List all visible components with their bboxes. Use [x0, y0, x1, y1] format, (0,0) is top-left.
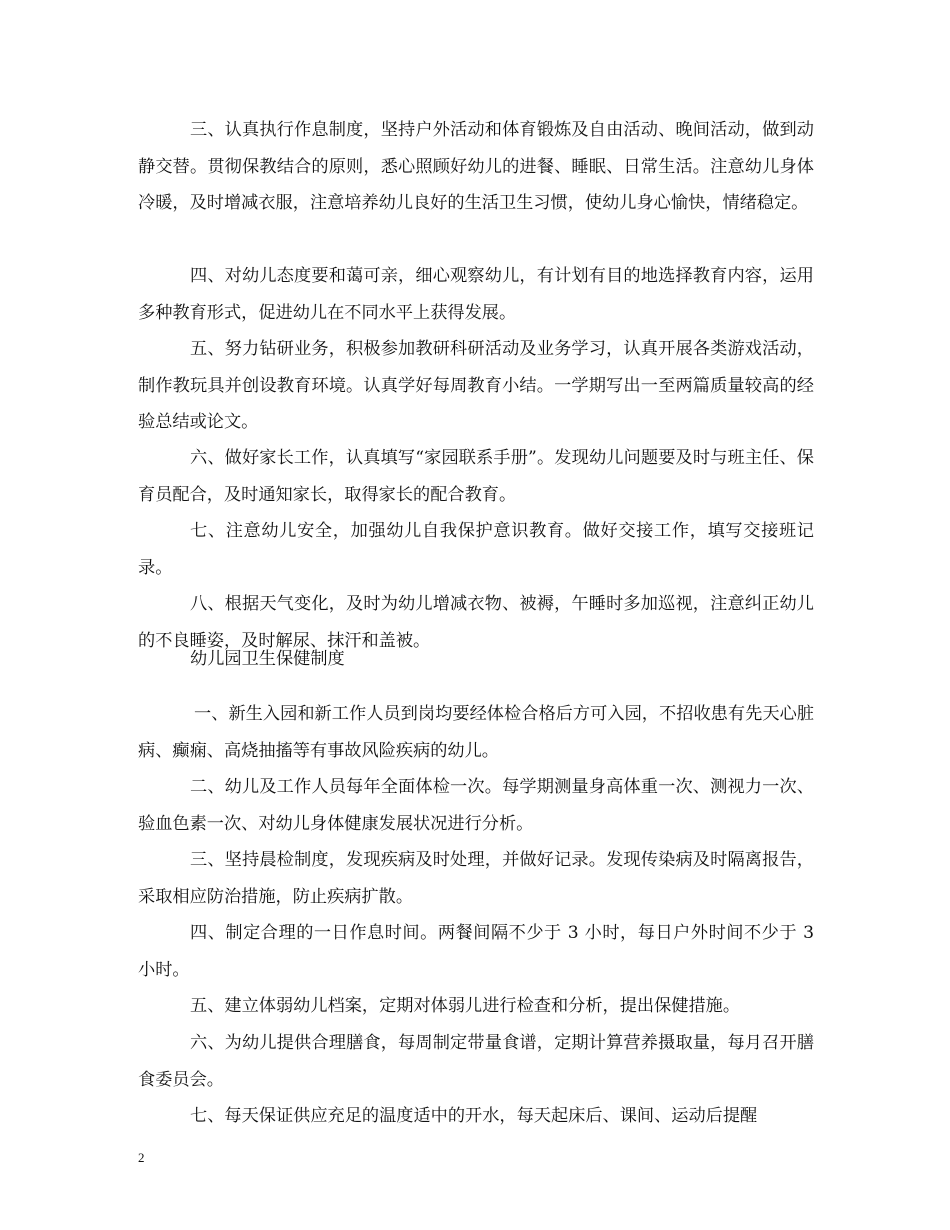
- paragraph-health-6: 六、为幼儿提供合理膳食，每周制定带量食谱，定期计算营养摄取量，每月召开膳食委员会。: [138, 1033, 814, 1090]
- paragraph-health-7: 七、每天保证供应充足的温度适中的开水，每天起床后、课间、运动后提醒: [190, 1106, 758, 1126]
- paragraph-rule-7: 七、注意幼儿安全，加强幼儿自我保护意识教育。做好交接工作，填写交接班记录。: [138, 521, 814, 578]
- paragraph-health-3: 三、坚持晨检制度，发现疾病及时处理，并做好记录。发现传染病及时隔离报告，采取相应防治措施，防止疾病扩散。: [138, 850, 814, 907]
- paragraph-health-2: 二、幼儿及工作人员每年全面体检一次。每学期测量身高体重一次、测视力一次、验血色素一次、对幼儿身体健康发展状况进行分析。: [138, 777, 814, 834]
- paragraph-rule-4: 四、对幼儿态度要和蔼可亲，细心观察幼儿，有计划有目的地选择教育内容，运用多种教育形式，促进幼儿在不同水平上获得发展。: [138, 266, 814, 323]
- paragraph-rule-6: 六、做好家长工作，认真填写“家园联系手册”。发现幼儿问题要及时与班主任、保育员配合，及时通知家长，取得家长的配合教育。: [138, 448, 814, 505]
- paragraph-health-4: 四、制定合理的一日作息时间。两餐间隔不少于 3 小时，每日户外时间不少于 3 小时。: [138, 923, 814, 980]
- paragraph-rule-5: 五、努力钻研业务，积极参加教研科研活动及业务学习，认真开展各类游戏活动，制作教玩具并创设教育环境。认真学好每周教育小结。一学期写出一至两篇质量较高的经验总结或论文。: [138, 339, 814, 432]
- section-title: 幼儿园卫生保健制度: [190, 649, 345, 669]
- paragraph-rule-3: 三、认真执行作息制度，坚持户外活动和体育锻炼及自由活动、晚间活动，做到动静交替。贯彻保教结合的原则，悉心照顾好幼儿的进餐、睡眠、日常生活。注意幼儿身体冷暖，及时增减衣服，注意培养幼儿良好的生活卫生习惯，使幼儿身心愉快，情绪稳定。: [138, 120, 814, 213]
- paragraph-rule-8: 八、根据天气变化，及时为幼儿增减衣物、被褥，午睡时多加巡视，注意纠正幼儿的不良睡姿，及时解尿、抹汗和盖被。: [138, 594, 814, 651]
- paragraph-health-1: 一、新生入园和新工作人员到岗均要经体检合格后方可入园，不招收患有先天心脏病、癫痫、高烧抽搐等有事故风险疾病的幼儿。: [138, 704, 814, 761]
- page-number: 2: [138, 1150, 145, 1165]
- paragraph-health-5: 五、建立体弱幼儿档案，定期对体弱儿进行检查和分析，提出保健措施。: [190, 996, 741, 1016]
